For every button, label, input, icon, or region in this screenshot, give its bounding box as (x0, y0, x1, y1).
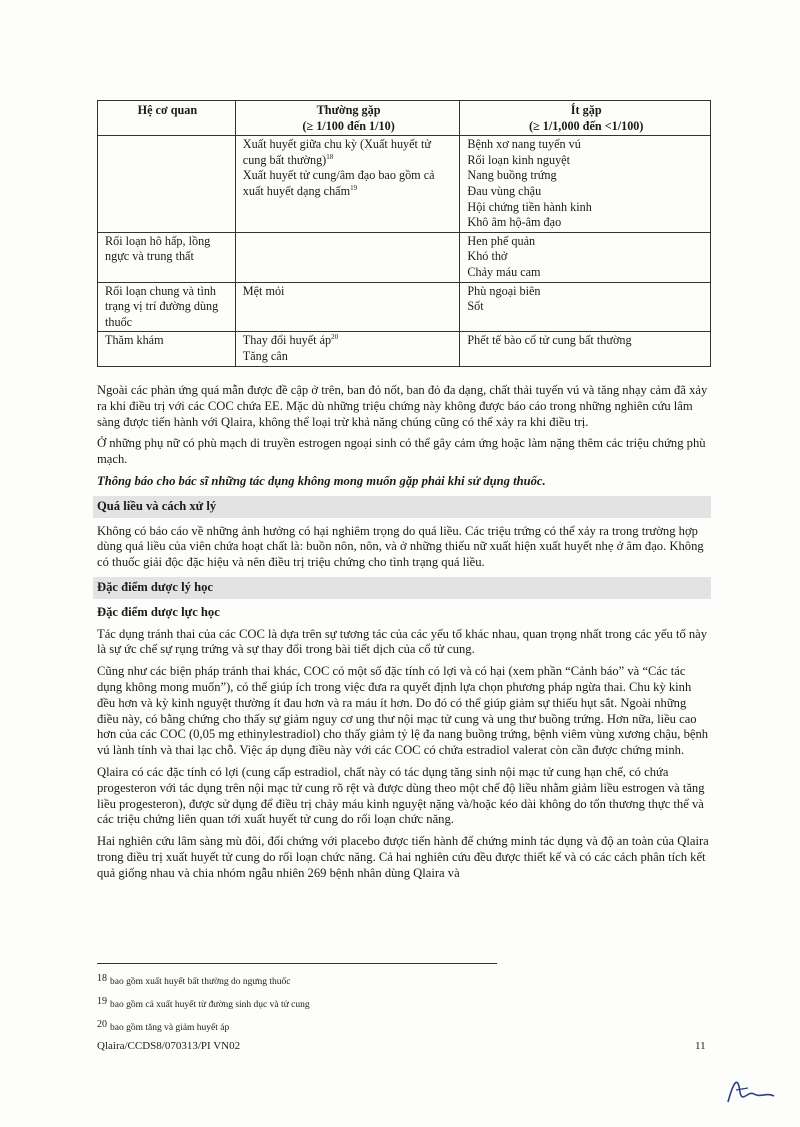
cell-uncommon-effects (460, 332, 711, 366)
footnote-ref: 19 (350, 183, 358, 192)
uncommon-effect: Phết tế bào cổ tử cung bất thường (467, 333, 632, 348)
cell-organ-system: Rối loạn hô hấp, lồng ngực và trung thất (98, 232, 236, 282)
common-effect: Tăng cân (242, 348, 288, 363)
paragraph-pd-1: Tác dụng tránh thai của các COC là dựa trên sự tương tác của các yếu tố khác nhau, quan trọng nhất trong các yếu tố này là sự ức chế sự rụng trứng và sự thay đổi trong bài tiết dịch của cổ tử cung. (97, 626, 708, 657)
cell-organ-system: Rối loạn chung và tình trạng vị trí đường dùng thuốc (98, 282, 236, 332)
footnotes (97, 963, 497, 1041)
footnote-ref: 20 (331, 333, 339, 342)
section-heading-overdose: Quá liều và cách xử lý (93, 496, 711, 518)
paragraph-pd-3: Qlaira có các đặc tính có lợi (cung cấp estradiol, chất này có tác dụng tăng sinh nội mạc tử cung hạn chế, có chứa progesteron với tác dụng trên nội mạc tử cung rõ rệt và được dùng theo một chế độ liều nhằm giảm liều estrogen và tăng liều progesteron), được sử dụng để điều trị chảy máu kinh nguyệt nặng và/hoặc kéo dài không do tổn thương thực thể và các triệu chứng liên quan tới xuất huyết tử cung do rối loạn chức năng. (97, 764, 705, 827)
cell-uncommon-effects (460, 282, 711, 332)
uncommon-effect: Khó thở (467, 249, 508, 264)
cell-organ-system (98, 136, 236, 233)
common-effect: Mệt mỏi (242, 283, 285, 298)
document-id: Qlaira/CCDS8/070313/PI VN02 (97, 1040, 241, 1052)
footnote-18: 18 bao gồm xuất huyết bất thường do ngưng thuốc (97, 973, 291, 987)
paragraph-pd-2: Cũng như các biện pháp tránh thai khác, COC có một số đặc tính có lợi và có hại (xem phần “Cảnh báo” và “Các tác dụng không mong muốn”), có thể giúp ích trong việc đưa ra quyết định lựa chọn phương pháp ngừa thai. Chu kỳ kinh đều hơn và kỳ kinh nguyệt thường ít đau hơn và ra máu ít hơn. Do đó có thể giúp giảm sự thiếu hụt sắt. Ngoài những điều này, có bằng chứng cho thấy sự giảm nguy cơ ung thư nội mạc tử cung và ung thư buồng trứng. Hơn nữa, liều cao hơn của các COC (0,05 mg ethinylestradiol) cho thấy giảm tỷ lệ đa nang buồng trứng, bệnh viêm vùng xương chậu, bệnh vú lành tính và thai lạc chỗ. Việc áp dụng điều này với các COC có chứa estradiol valerat còn cần được chứng minh. (97, 664, 709, 758)
cell-common-effects (235, 232, 460, 282)
physician-notice: Thông báo cho bác sĩ những tác dụng không mong muốn gặp phải khi sử dụng thuốc. (97, 473, 546, 488)
main-content (97, 383, 711, 888)
paragraph-hypersensitivity: Ngoài các phản ứng quá mẫn được đề cập ở trên, ban đỏ nốt, ban đỏ đa dạng, chất thải tuyến vú và tăng nhạy cảm đã xảy ra khi điều trị với các COC chứa EE. Mặc dù những triệu chứng này không được báo cáo trong những nghiên cứu lâm sàng được tiến hành với Qlaira, không thể loại trừ khả năng chúng cũng có thể xảy ra khi điều trị. (97, 383, 708, 429)
header-organ-system: Hệ cơ quan (98, 101, 236, 136)
cell-uncommon-effects (460, 136, 711, 233)
cell-organ-system: Thăm khám (98, 332, 236, 366)
table-row (98, 332, 711, 366)
uncommon-effect: Chảy máu cam (467, 264, 541, 279)
footnote-20: 20 bao gồm tăng và giảm huyết áp (97, 1019, 230, 1033)
cell-common-effects (235, 332, 460, 366)
uncommon-effect: Bệnh xơ nang tuyến vú (467, 137, 581, 152)
header-uncommon: Ít gặp (≥ 1/1,000 đến <1/100) (460, 101, 711, 136)
footnote-ref: 18 (326, 152, 334, 161)
uncommon-effect: Hội chứng tiền hành kinh (467, 199, 592, 214)
common-effect: Xuất huyết tử cung/âm đạo bao gồm cả xuất huyết dạng chấm$^{19}$ (242, 168, 435, 198)
footnote-19: 19 bao gồm cả xuất huyết từ đường sinh dục và tử cung (97, 996, 310, 1010)
uncommon-effect: Khô âm hộ-âm đạo (467, 215, 562, 230)
section-heading-pharmacology: Đặc điểm dược lý học (93, 577, 711, 599)
common-effect: Thay đổi huyết $áp^{20}$ (242, 333, 339, 348)
table-row (98, 136, 711, 233)
common-effect: Xuất huyết giữa chu kỳ (Xuất huyết tử cung bất thường)$^{18}$ (242, 137, 431, 167)
uncommon-effect: Sốt (467, 299, 484, 314)
cell-common-effects (235, 282, 460, 332)
uncommon-effect: Phù ngoại biên (467, 283, 541, 298)
subheading-pharmacodynamics: Đặc điểm dược lực học (97, 604, 220, 619)
paragraph-overdose: Không có báo cáo về những ảnh hưởng có hại nghiêm trọng do quá liều. Các triệu trứng có thể xảy ra trong trường hợp dùng quá liều của viên chứa hoạt chất là: buồn nôn, nôn, và ở những thiếu nữ xuất hiện xuất huyết nhẹ ở âm đạo. Không có thuốc giải độc đặc hiệu và nên điều trị triệu chứng cho tình trạng quá liều. (97, 523, 704, 570)
table-row (98, 282, 711, 332)
signature-mark (720, 1070, 780, 1110)
cell-uncommon-effects (460, 232, 711, 282)
uncommon-effect: Hen phế quản (467, 233, 536, 248)
uncommon-effect: Đau vùng chậu (467, 183, 542, 198)
paragraph-pd-4: Hai nghiên cứu lâm sàng mù đôi, đối chứng với placebo được tiến hành để chứng minh tác dụng và độ an toàn của Qlaira trong điều trị xuất huyết tử cung do rối loạn chức năng. Cả hai nghiên cứu đều được thiết kế và có các cách phân tích kết quả giống nhau và chia nhóm ngẫu nhiên 269 bệnh nhân dùng Qlaira và (97, 834, 709, 880)
table-row (98, 232, 711, 282)
paragraph-angioedema: Ở những phụ nữ có phù mạch di truyền estrogen ngoại sinh có thể gây cảm ứng hoặc làm nặng thêm các triệu chứng phù mạch. (97, 436, 706, 467)
cell-common-effects (235, 136, 460, 233)
header-common: Thường gặp (≥ 1/100 đến 1/10) (235, 101, 460, 136)
adverse-effects-table (97, 100, 711, 367)
table-header-row (98, 101, 711, 136)
uncommon-effect: Nang buồng trứng (467, 168, 557, 183)
uncommon-effect: Rối loạn kinh nguyệt (467, 152, 570, 167)
page-number: 11 (695, 1040, 706, 1052)
